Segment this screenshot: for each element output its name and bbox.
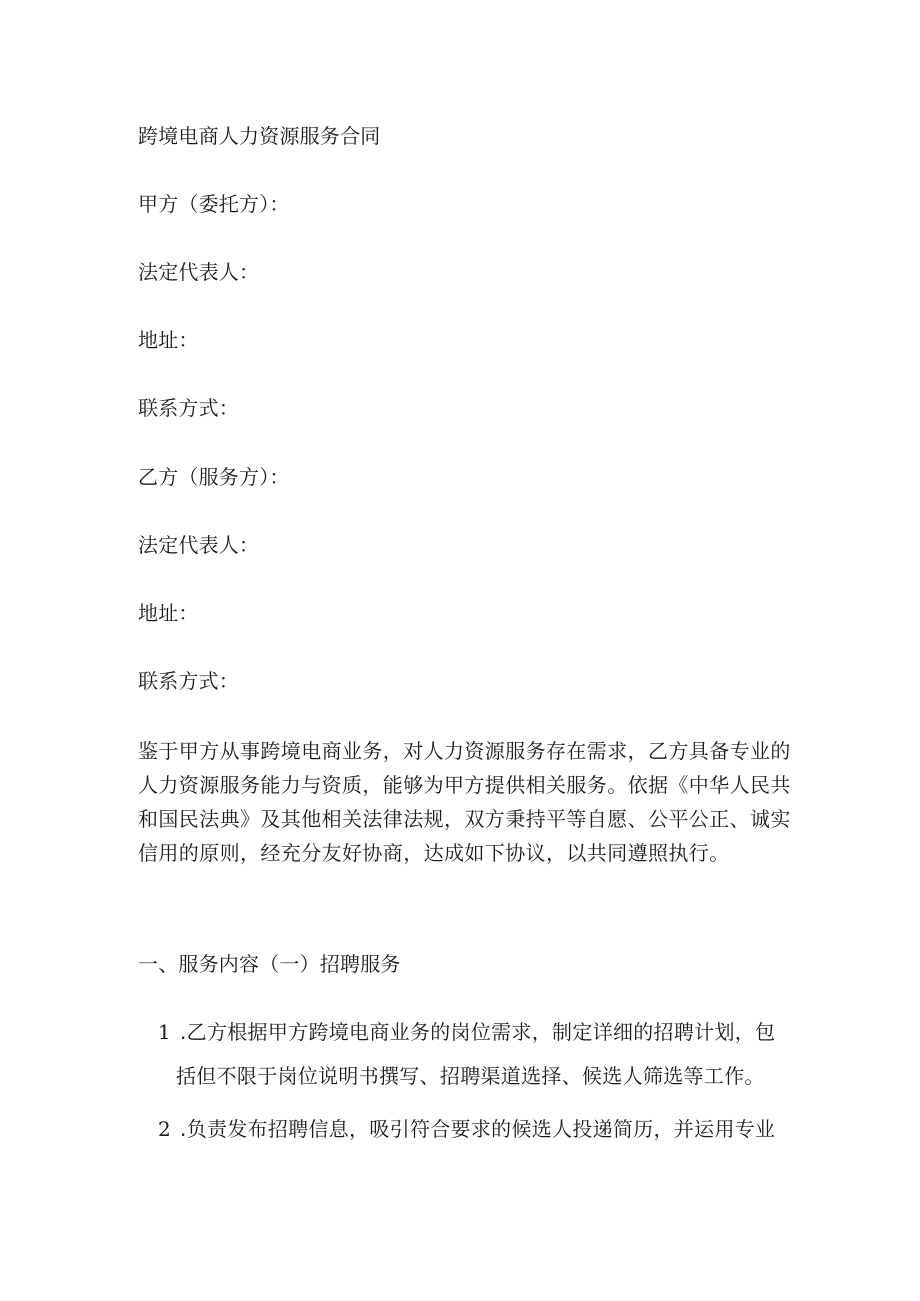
preamble-line: 信用的原则，经充分友好协商，达成如下协议，以共同遵照执行。 — [138, 841, 730, 865]
party-b-label: 乙方（服务方）： — [138, 465, 290, 489]
party-a-representative: 法定代表人： — [138, 260, 260, 284]
party-a-label: 甲方（委托方）： — [138, 192, 290, 216]
party-b-address: 地址： — [138, 601, 199, 625]
list-item-text-continued: 括但不限于岗位说明书撰写、招聘渠道选择、候选人筛选等工作。 — [176, 1064, 765, 1088]
list-item-number: 1 — [158, 1020, 172, 1044]
party-b-contact: 联系方式： — [138, 669, 239, 693]
preamble-line: 鉴于甲方从事跨境电商业务，对人力资源服务存在需求，乙方具备专业的 — [138, 739, 791, 763]
document-title: 跨境电商人力资源服务合同 — [138, 124, 381, 148]
party-a-address: 地址： — [138, 328, 199, 352]
preamble-line: 人力资源服务能力与资质，能够为甲方提供相关服务。依据《中华人民共 — [138, 773, 791, 797]
list-item-1 — [158, 1018, 788, 1098]
list-item-number: 2 — [158, 1117, 172, 1141]
party-a-contact: 联系方式： — [138, 396, 239, 420]
preamble-line: 和国民法典》及其他相关法律法规，双方秉持平等自愿、公平公正、诚实 — [138, 807, 791, 831]
preamble-paragraph — [138, 734, 791, 870]
section-1-heading: 一、服务内容（一）招聘服务 — [138, 952, 401, 976]
list-item-text: .负责发布招聘信息，吸引符合要求的候选人投递简历，并运用专业 — [180, 1117, 776, 1141]
list-item-2 — [158, 1115, 788, 1155]
list-item-text: .乙方根据甲方跨境电商业务的岗位需求，制定详细的招聘计划，包 — [180, 1020, 776, 1044]
party-b-representative: 法定代表人： — [138, 533, 260, 557]
